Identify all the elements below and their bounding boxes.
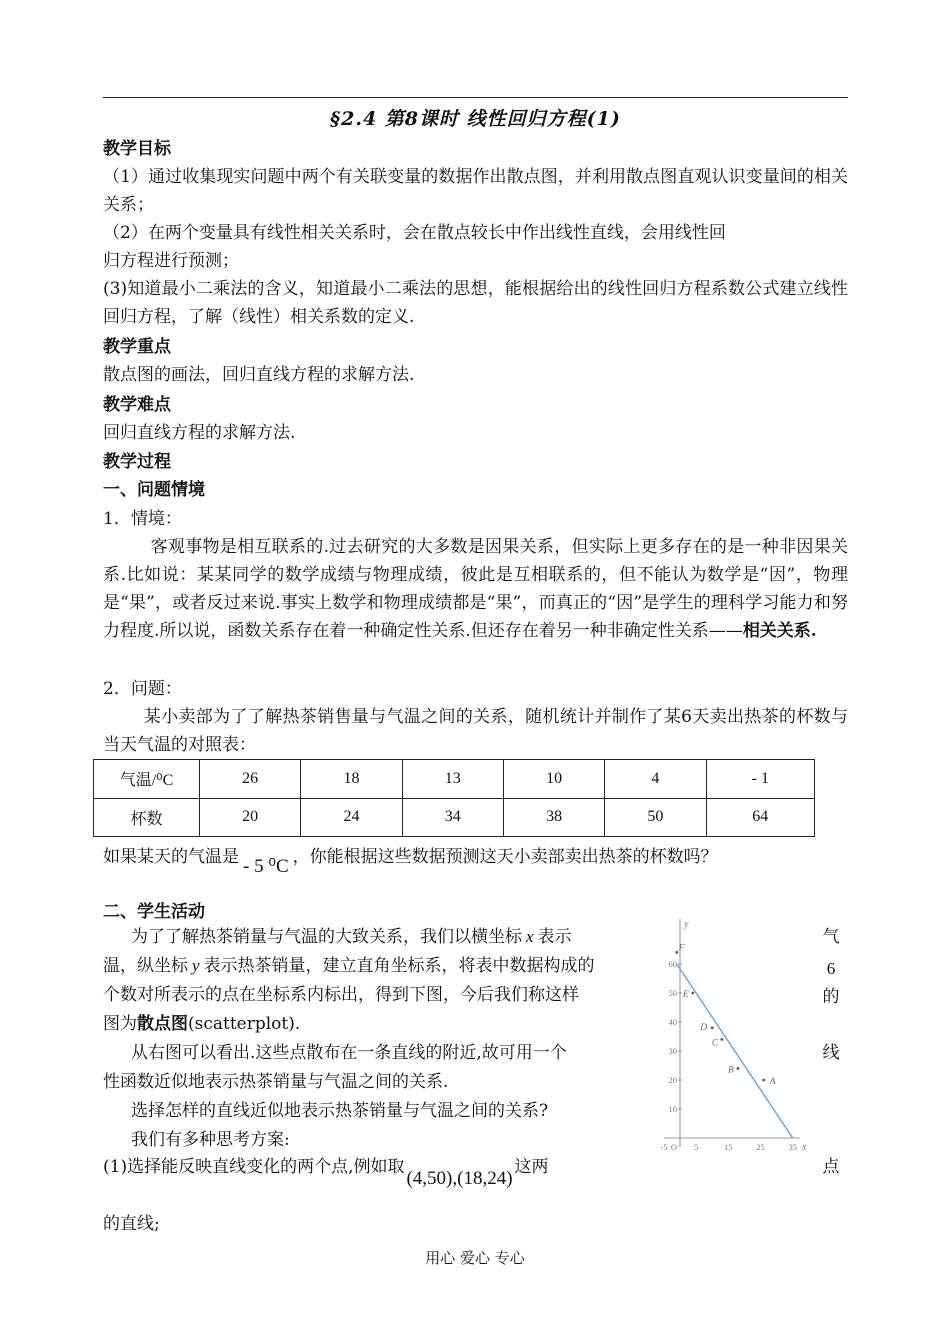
right-margin-text: 点 bbox=[822, 1157, 840, 1177]
difficulty-heading: 教学难点 bbox=[103, 395, 171, 415]
y-variable: y bbox=[192, 956, 200, 975]
section2-heading: 二、学生活动 bbox=[103, 902, 205, 922]
y-tick-label: 50 bbox=[668, 988, 677, 998]
table-cell: 10 bbox=[503, 760, 604, 799]
table-cell: 50 bbox=[605, 798, 706, 837]
s2-p4: 我们有多种思考方案: bbox=[131, 1130, 290, 1150]
table-cell: - 1 bbox=[706, 760, 814, 799]
table-cell: 38 bbox=[503, 798, 604, 837]
process-heading: 教学过程 bbox=[103, 452, 171, 472]
y-tick-label: 10 bbox=[668, 1104, 677, 1114]
scatterplot-term: 散点图 bbox=[137, 1014, 188, 1034]
two-points: (4,50),(18,24) bbox=[406, 1168, 513, 1189]
table-cell: 26 bbox=[200, 760, 301, 799]
scatter-point-f bbox=[675, 951, 678, 954]
y-tick-label: 60 bbox=[668, 959, 677, 969]
section1-heading: 一、问题情境 bbox=[103, 480, 205, 500]
header-rule bbox=[103, 97, 848, 98]
s2-text: (scatterplot). bbox=[188, 1014, 301, 1034]
table-cell: 13 bbox=[402, 760, 503, 799]
x-axis-label: x bbox=[802, 1142, 807, 1153]
y-tick-label: 40 bbox=[668, 1017, 677, 1027]
question-line bbox=[103, 843, 848, 877]
question-temperature: - 5 ⁰C bbox=[243, 856, 289, 877]
table-row-label: 气温/⁰C bbox=[94, 760, 200, 799]
point-label: F bbox=[678, 943, 685, 954]
y-axis-label: y bbox=[684, 919, 689, 930]
section1-sub1: 1．情境： bbox=[103, 509, 182, 529]
table-cell: 64 bbox=[706, 798, 814, 837]
temperature-sales-table bbox=[93, 759, 815, 837]
s2-text: 温，纵坐标 bbox=[103, 956, 188, 976]
point-label: B bbox=[727, 1065, 734, 1076]
x-variable: x bbox=[526, 927, 534, 946]
x-tick-label: 25 bbox=[756, 1142, 765, 1152]
scatter-point-d bbox=[711, 1026, 714, 1029]
s2-text: 这两 bbox=[514, 1157, 549, 1177]
s2-text: (1)选择能反映直线变化的两个点,例如取 bbox=[103, 1157, 405, 1177]
section1-para1-text: 客观事物是相互联系的.过去研究的大多数是因果关系，但实际上更多存在的是一种非因果关系.比如说：某某同学的数学成绩与物理成绩，彼此是互相联系的，但不能认为数学是“因”，物理是“果”，或者反过来说.事实上数学和物理成绩都是“果”，而真正的“因”是学生的理科学习能力和努力程度.所以说，函数关系存在着一种确定性关系.但还存在着另一种非确定性关系—— bbox=[103, 537, 848, 641]
difficulty-text: 回归直线方程的求解方法. bbox=[103, 423, 296, 443]
table-cell: 24 bbox=[301, 798, 402, 837]
table-cell: 34 bbox=[402, 798, 503, 837]
section1-sub2: 2．问题： bbox=[103, 679, 182, 699]
point-label: D bbox=[700, 1022, 708, 1033]
s2-text: 图为 bbox=[103, 1014, 137, 1034]
scatter-point-e bbox=[691, 992, 694, 995]
keypoint-heading: 教学重点 bbox=[103, 337, 171, 357]
x-tick-label: 15 bbox=[724, 1142, 733, 1152]
right-margin-text: 6 bbox=[826, 959, 836, 978]
page-footer: 用心 爱心 专心 bbox=[425, 1249, 525, 1267]
table-row-label: 杯数 bbox=[94, 798, 200, 837]
point-label: C bbox=[711, 1038, 719, 1049]
page-title: §2.4 第8课时 线性回归方程(1) bbox=[330, 108, 621, 130]
y-tick-label: 30 bbox=[668, 1046, 677, 1056]
section1-para2: 某小卖部为了了解热茶销售量与气温之间的关系，随机统计并制作了某6天卖出热茶的杯数与当天气温的对照表： bbox=[103, 707, 848, 755]
goals-item-1: （1）通过收集现实问题中两个有关联变量的数据作出散点图，并利用散点图直观认识变量间的相关关系； bbox=[103, 167, 848, 215]
s2-p1-line3: 个数对所表示的点在坐标系内标出，得到下图，今后我们称这样 bbox=[103, 985, 579, 1005]
table-cell: 4 bbox=[605, 760, 706, 799]
scatter-point-c bbox=[720, 1038, 723, 1041]
s2-p1-line2 bbox=[103, 952, 658, 980]
goals-item-2b: 归方程进行预测； bbox=[103, 251, 239, 271]
x-tick-label: -5 bbox=[660, 1142, 668, 1152]
section1-para1-bold: 相关关系. bbox=[742, 621, 817, 641]
question-pre: 如果某天的气温是 bbox=[103, 847, 239, 867]
right-margin-text: 气 bbox=[822, 927, 840, 947]
x-tick-label: 5 bbox=[693, 1142, 699, 1152]
section1-para1 bbox=[103, 533, 848, 645]
goals-heading: 教学目标 bbox=[103, 139, 171, 159]
s2-text: 为了了解热茶销量与气温的大致关系，我们以横坐标 bbox=[131, 927, 522, 947]
point-label: A bbox=[769, 1077, 776, 1087]
s2-text: 表示 bbox=[537, 927, 572, 947]
table-row bbox=[94, 760, 815, 799]
s2-p1-line1 bbox=[131, 923, 661, 951]
regression-line bbox=[677, 964, 793, 1138]
s2-p2-line2: 性函数近似地表示热茶销量与气温之间的关系. bbox=[103, 1072, 449, 1092]
y-tick-label: 20 bbox=[668, 1075, 677, 1085]
question-post: ，你能根据这些数据预测这天小卖部卖出热茶的杯数吗？ bbox=[292, 847, 718, 867]
scatter-point-b bbox=[737, 1067, 740, 1070]
s2-text: 表示热茶销量，建立直角坐标系，将表中数据构成的 bbox=[203, 956, 595, 976]
goals-item-3: (3)知道最小二乘法的含义，知道最小二乘法的思想，能根据给出的线性回归方程系数公式建立线性回归方程，了解（线性）相关系数的定义. bbox=[103, 279, 848, 327]
table-cell: 20 bbox=[200, 798, 301, 837]
table-cell: 18 bbox=[301, 760, 402, 799]
s2-p5-end: 的直线; bbox=[103, 1214, 160, 1234]
s2-p1-line4 bbox=[103, 1010, 658, 1038]
table-row bbox=[94, 798, 815, 837]
keypoint-text: 散点图的画法，回归直线方程的求解方法. bbox=[103, 365, 415, 385]
s2-p3: 选择怎样的直线近似地表示热茶销量与气温之间的关系? bbox=[131, 1101, 549, 1121]
scatter-point-a bbox=[762, 1079, 765, 1082]
s2-p2-line1: 从右图可以看出.这些点散布在一条直线的附近,故可用一个 bbox=[131, 1043, 567, 1063]
goals-item-2a: （2）在两个变量具有线性相关关系时，会在散点较长中作出线性直线，会用线性回 bbox=[103, 223, 726, 243]
x-tick-label: O bbox=[670, 1142, 678, 1152]
scatter-plot bbox=[662, 915, 812, 1155]
x-tick-label: 35 bbox=[788, 1142, 797, 1152]
s2-p5-line bbox=[103, 1153, 663, 1189]
right-margin-text: 线 bbox=[822, 1043, 840, 1063]
right-margin-text: 的 bbox=[822, 987, 840, 1007]
point-label: E bbox=[682, 990, 689, 1000]
